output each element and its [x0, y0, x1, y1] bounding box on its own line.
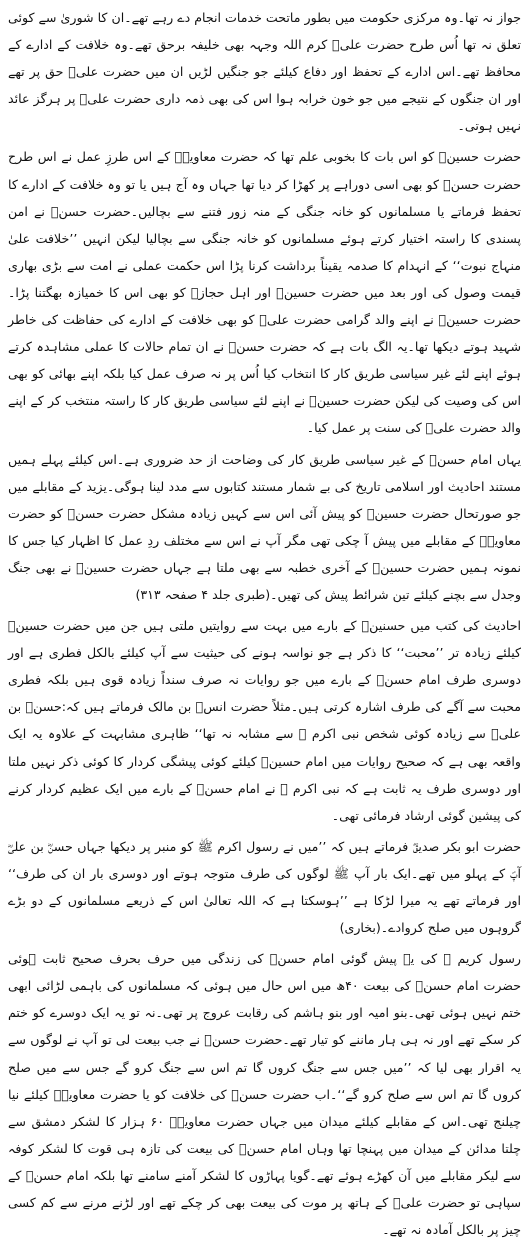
paragraph: جواز نہ تھا۔وہ مرکزی حکومت میں بطور ماتحت خدمات انجام دے رہے تھے۔ان کا شوریٰ سے کوئی تعلق نہ تھا اُس طرح حضرت علیؓ کرم اللہ وجہہ بھی خلیفہ برحق تھے۔وہ خلافت کے ادارے کے محافظ تھے۔اس ادارے کے تحفظ اور دفاع کیلئے جو جنگیں لڑیں ان میں حضرت علیؓ حق پر تھے اور ان جنگوں کے نتیجے میں جو خون خرابہ ہوا اس کی بھی ذمہ داری حضرت علیؓ پر ہرگز عائد نہیں ہوتی۔ [8, 10, 521, 134]
paragraph: رسول کریم ﷺ کی یہ پیش گوئی امام حسنؓ کی زندگی میں حرف بحرف صحیح ثابت ہوئی حضرت امام حسنؓ کی بیعت ۴۰ھ میں اس حال میں ہوئی کہ مسلمانوں کی باہمی لڑائی ابھی ختم نہیں ہوئی تھی۔بنو امیہ اور بنو ہاشم کی رقابت عروج پر تھی۔نہ تو یہ ایک دوسرے کو ختم کر سکے تھے اور نہ ہی ہار ماننے کو تیار تھے۔حضرت حسنؓ نے جب بیعت لی تو آپ نے لوگوں سے یہ اقرار بھی لیا کہ ’’میں جس سے جنگ کروں گا تم اس سے جنگ کرو گے جس سے میں صلح کروں گا تم اس سے صلح کرو گے‘‘۔اب حضرت حسنؓ کی خلافت کو یا حضرت معاویہؓ کیلئے نیا چیلنج تھی۔اس کے مقابلے کیلئے میدان میں جہاں حضرت معاویہؓ ۶۰ ہزار کا لشکر دمشق سے چلتا مدائن کے میدان میں پہنچا تھا وہاں امام حسنؓ کی بیعت کی تازہ ہی قوت کا لشکر کوفہ سے لیکر مقابلے میں آن کھڑے ہوئے تھے۔گویا پہاڑوں کا لشکر آمنے سامنے تھا بلکہ امام حسنؓ کے سپاہی تو حضرت علیؓ کے ہاتھ پر موت کی بیعت بھی کر چکے تھے اور لڑنے مرنے سے کم کسی چیز پر بالکل آمادہ نہ تھے۔ [8, 951, 521, 1238]
paragraph: حضرت حسینؓ کو اس بات کا بخوبی علم تھا کہ حضرت معاویہؓ کے اس طرزِ عمل نے اس طرح حضرت حسنؓ کو بھی اسی دوراہے پر کھڑا کر دیا تھا جہاں وہ آج ہیں یا تو وہ خلافت کے ادارے کا تحفظ فرماتے یا مسلمانوں کو خانہ جنگی کے منہ زور فتنے سے بچالیں۔حضرت حسنؓ نے امن پسندی کا راستہ اختیار کرتے ہوئے مسلمانوں کو خانہ جنگی سے بچالیا لیکن انہیں ’’خلافت علیٰ منہاج نبوت‘‘ کے انہدام کا صدمہ یقیناً برداشت کرنا پڑا اس حکمت عملی نے امت سے بڑی بھاری قیمت وصول کی اور بعد میں حضرت حسینؓ اور اہل حجازؓ کو بھی اس کا خمیازہ بھگتنا پڑا۔حضرت حسینؓ نے اپنے والد گرامی حضرت علیؓ کو بھی خلافت کے ادارے کی حفاظت کی خاطر شہید ہوتے دیکھا تھا۔یہ الگ بات ہے کہ حضرت حسنؓ نے ان تمام حالات کا عملی مشاہدہ کرتے ہوئے اپنے لئے غیر سیاسی طریق کار کا انتخاب کیا اُس پر نہ صرف عمل کیا بلکہ اپنے بھائی کو بھی اس کی وصیت کی لیکن حضرت حسینؓ نے اپنے لئے سیاسی طریق کار کا راستہ منتخب کر کے اپنے والد حضرت علیؓ کی سنت پر عمل کیا۔ [8, 149, 521, 436]
paragraph: احادیث کی کتب میں حسنینؓ کے بارے میں بہت سے روایتیں ملتی ہیں جن میں حضرت حسینؓ کیلئے زیادہ تر ’’محبت‘‘ کا ذکر ہے جو نواسہ ہونے کی حیثیت سے آپ کیلئے بالکل فطری ہے اور دوسری طرف امام حسنؓ کے بارے میں جو روایات نہ صرف سنداً زیادہ قوی ہیں بلکہ فطری محبت سے آگے کی طرف اشارہ کرتی ہیں۔مثلاً حضرت انسؓ بن مالک فرماتے ہیں کہ:حسنؓ بن علیؓ سے زیادہ کوئی شخص نبی اکرم ﷺ سے مشابہ نہ تھا‘‘ ظاہری مشابہت کے علاوہ یہ ایک واقعہ بھی ہے کہ صحیح روایات میں امام حسینؓ کیلئے کوئی پیشگی کردار کا کوئی ذکر نہیں ملتا اور دوسری طرف یہ ثابت ہے کہ نبی اکرم ﷺ نے امام حسنؓ کے بارے میں ایک عظیم کردار کرنے کی پیشین گوئی ارشاد فرمائی تھی۔ [8, 618, 521, 823]
paragraph: حضرت ابو بکر صدیقؓ فرماتے ہیں کہ ’’میں نے رسول اکرم ﷺ کو منبر پر دیکھا جہاں حسنؓ بن علیؓ آپؐ کے پہلو میں تھے۔ایک بار آپ ﷺ لوگوں کی طرف متوجہ ہوتے اور دوسری بار ان کی طرف‘‘ اور فرماتے تھے یہ میرا لڑکا ہے ’’ہوسکتا ہے کہ اللہ تعالیٰ اس کے ذریعے مسلمانوں کے دو بڑے گروہوں میں صلح کروادے۔(بخاری) [8, 838, 521, 936]
paragraph: یہاں امام حسنؓ کے غیر سیاسی طریق کار کی وضاحت از حد ضروری ہے۔اس کیلئے پہلے ہمیں مستند احادیث اور اسلامی تاریخ کی بے شمار مستند کتابوں سے مدد لینا ہوگی۔یزید کے مقابلے میں جو صورتحال حضرت حسینؓ کو پیش آئی اس سے کہیں زیادہ مشکل حضرت حسنؓ کو حضرت معاویہؓ کے مقابلے میں پیش آ چکی تھی مگر آپ نے اس سے مختلف ردِ عمل کا اظہار کیا جس کا نمونہ ہمیں حضرت حسینؓ کے آخری خطبہ سے بھی ملتا ہے جہاں حضرت حسینؓ نے بھی جنگ وجدل سے بچنے کیلئے تین شرائط پیش کی تھیں۔(طبری جلد ۴ صفحہ ۳۱۳) [8, 451, 521, 602]
